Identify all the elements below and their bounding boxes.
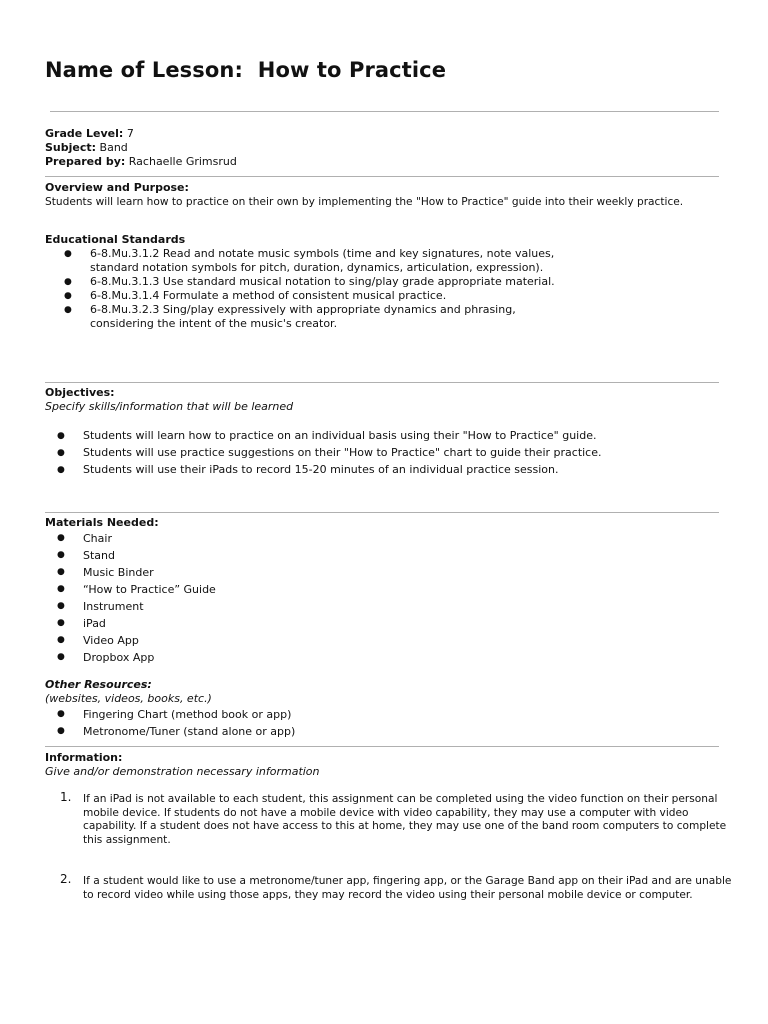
subject-row (45, 141, 237, 155)
information-list (45, 790, 735, 902)
material-item: ● Video App (45, 632, 445, 649)
overview-text: Students will learn how to practice on their own by implementing the "How to Practice" guide into their weekly practice. (45, 196, 684, 208)
lesson-title: Name of Lesson: How to Practice (45, 58, 447, 82)
subject-value: Band (99, 141, 128, 154)
information-heading: Information: (45, 751, 123, 764)
material-item: ● Music Binder (45, 564, 445, 581)
material-item: ● Chair (45, 530, 445, 547)
objectives-heading: Objectives: (45, 386, 115, 399)
resources-section (45, 678, 445, 740)
overview-heading: Overview and Purpose: (45, 181, 189, 194)
grade-level-value: 7 (126, 127, 134, 140)
information-item (45, 872, 735, 902)
subject-label: Subject: (45, 141, 97, 154)
information-item-text: If a student would like to use a metronome/tuner app, fingering app, or the Garage Band app on their iPad and are unable to record video while using those apps, they may record the video using their personal mobile device or computer. (83, 875, 732, 901)
standards-divider (45, 382, 719, 383)
standard-item: ● 6-8.Mu.3.1.3 Use standard musical notation to sing/play grade appropriate material. (45, 275, 555, 289)
objectives-subtitle: Specify skills/information that will be learned (45, 400, 294, 413)
standards-heading: Educational Standards (45, 233, 186, 246)
information-subtitle: Give and/or demonstration necessary information (45, 765, 320, 778)
objective-item: ● Students will use their iPads to record 15-20 minutes of an individual practice session. (45, 463, 735, 477)
overview-section (45, 181, 735, 209)
information-item-number: 2. (60, 872, 72, 886)
information-item-text: If an iPad is not available to each student, this assignment can be completed using the video function on their personal mobile device. If students do not have a mobile device with video capability, they may use a computer with video capability. If a student does not have access to this at home, they may use one of the band room computers to complete this assignment. (83, 793, 727, 846)
meta-divider (45, 176, 719, 177)
materials-section (45, 516, 445, 666)
objective-item: ● Students will use practice suggestions on their "How to Practice" chart to guide their practice. (45, 446, 735, 460)
objectives-divider (45, 512, 719, 513)
objectives-section (45, 386, 735, 480)
material-item: ● Dropbox App (45, 649, 445, 666)
resources-divider (45, 746, 719, 747)
materials-list (45, 530, 445, 666)
standard-item: ● 6-8.Mu.3.1.4 Formulate a method of consistent musical practice. (45, 289, 555, 303)
resource-item: ● Metronome/Tuner (stand alone or app) (45, 723, 445, 740)
grade-level-label: Grade Level: (45, 127, 124, 140)
objective-item: ● Students will learn how to practice on an individual basis using their "How to Practice" guide. (45, 429, 735, 443)
material-item: ● iPad (45, 615, 445, 632)
standards-section (45, 233, 555, 331)
standards-list (45, 247, 555, 331)
objectives-list (45, 429, 735, 477)
information-section (45, 751, 735, 902)
grade-level-row (45, 127, 237, 141)
prepared-by-value: Rachaelle Grimsrud (128, 155, 237, 168)
standard-item: ● 6-8.Mu.3.1.2 Read and notate music symbols (time and key signatures, note values, standard notation symbols for pitch, duration, dynamics, articulation, expression). (45, 247, 555, 275)
resources-heading: Other Resources: (45, 678, 152, 691)
information-item-number: 1. (60, 790, 72, 804)
resources-subtitle: (websites, videos, books, etc.) (45, 692, 212, 705)
title-divider (50, 111, 719, 112)
material-item: ● Instrument (45, 598, 445, 615)
material-item: ● “How to Practice” Guide (45, 581, 445, 598)
information-item (45, 790, 735, 847)
standard-item: ● 6-8.Mu.3.2.3 Sing/play expressively with appropriate dynamics and phrasing, considering the intent of the music's creator. (45, 303, 555, 331)
prepared-by-label: Prepared by: (45, 155, 126, 168)
prepared-by-row (45, 155, 237, 169)
resource-item: ● Fingering Chart (method book or app) (45, 706, 445, 723)
materials-heading: Materials Needed: (45, 516, 159, 529)
lesson-meta (45, 127, 237, 169)
material-item: ● Stand (45, 547, 445, 564)
resources-list (45, 706, 445, 740)
